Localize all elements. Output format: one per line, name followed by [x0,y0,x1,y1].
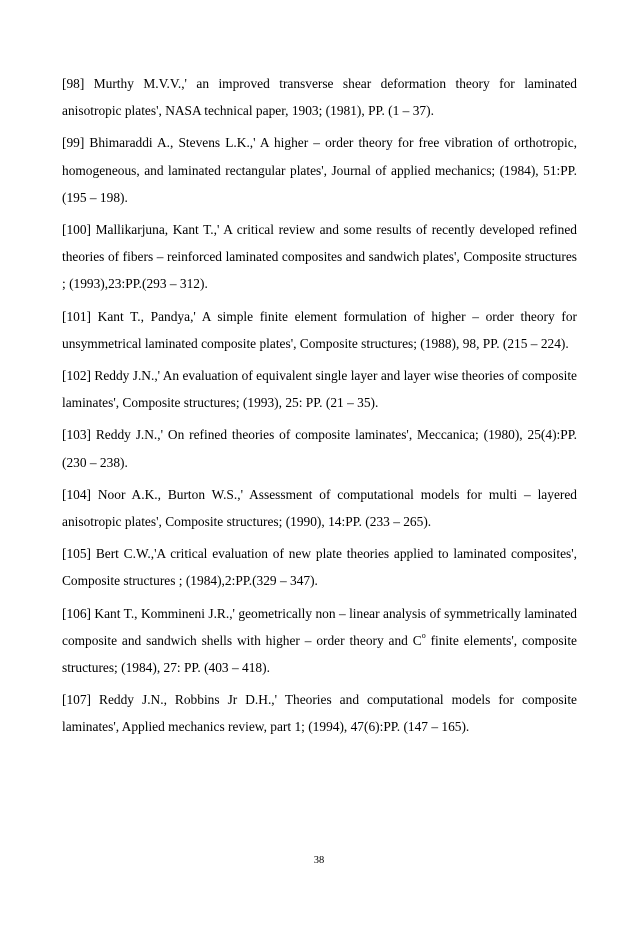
reference-107: [107] Reddy J.N., Robbins Jr D.H.,' Theories and computational models for composite laminates', Applied mechanics review, part 1; (1994), 47(6):PP. (147 – 165). [62,692,577,735]
reference-98: [98] Murthy M.V.V.,' an improved transverse shear deformation theory for laminated anisotropic plates', NASA technical paper, 1903; (1981), PP. (1 – 37). [62,76,577,119]
reference-101: [101] Kant T., Pandya,' A simple finite element formulation of higher – order theory for unsymmetrical laminated composite plates', Composite structures; (1988), 98, PP. (215 – 224). [62,308,577,351]
reference-105: [105] Bert C.W.,'A critical evaluation of new plate theories applied to laminated composites', Composite structures ; (1984),2:PP.(329 – 347). [62,546,577,589]
reference-106-superscript: o [421,631,426,641]
reference-106 [62,600,577,682]
reference-102: [102] Reddy J.N.,' An evaluation of equivalent single layer and layer wise theories of composite laminates', Composite structures; (1993), 25: PP. (21 – 35). [62,368,577,411]
reference-99: [99] Bhimaraddi A., Stevens L.K.,' A higher – order theory for free vibration of orthotropic, homogeneous, and laminated rectangular plates', Journal of applied mechanics; (1984), 51:PP.(195 – 198). [62,135,577,205]
reference-106-text-before: [106] Kant T., Kommineni J.R.,' geometrically non – linear analysis of symmetrically laminated composite and sandwich shells with higher – order theory and C [62,605,577,648]
reference-104: [104] Noor A.K., Burton W.S.,' Assessment of computational models for multi – layered anisotropic plates', Composite structures; (1990), 14:PP. (233 – 265). [62,486,577,530]
page-number: 38 [313,855,325,866]
reference-103: [103] Reddy J.N.,' On refined theories of composite laminates', Meccanica; (1980), 25(4):PP. (230 – 238). [62,427,577,470]
reference-106-text-after: finite elements', composite structures; (1984), 27: PP. (403 – 418). [62,632,577,676]
reference-list [62,70,577,746]
reference-100: [100] Mallikarjuna, Kant T.,' A critical review and some results of recently developed refined theories of fibers – reinforced laminated composites and sandwich plates', Composite structures ; (1993),23:PP.(293 – 312). [62,222,577,292]
